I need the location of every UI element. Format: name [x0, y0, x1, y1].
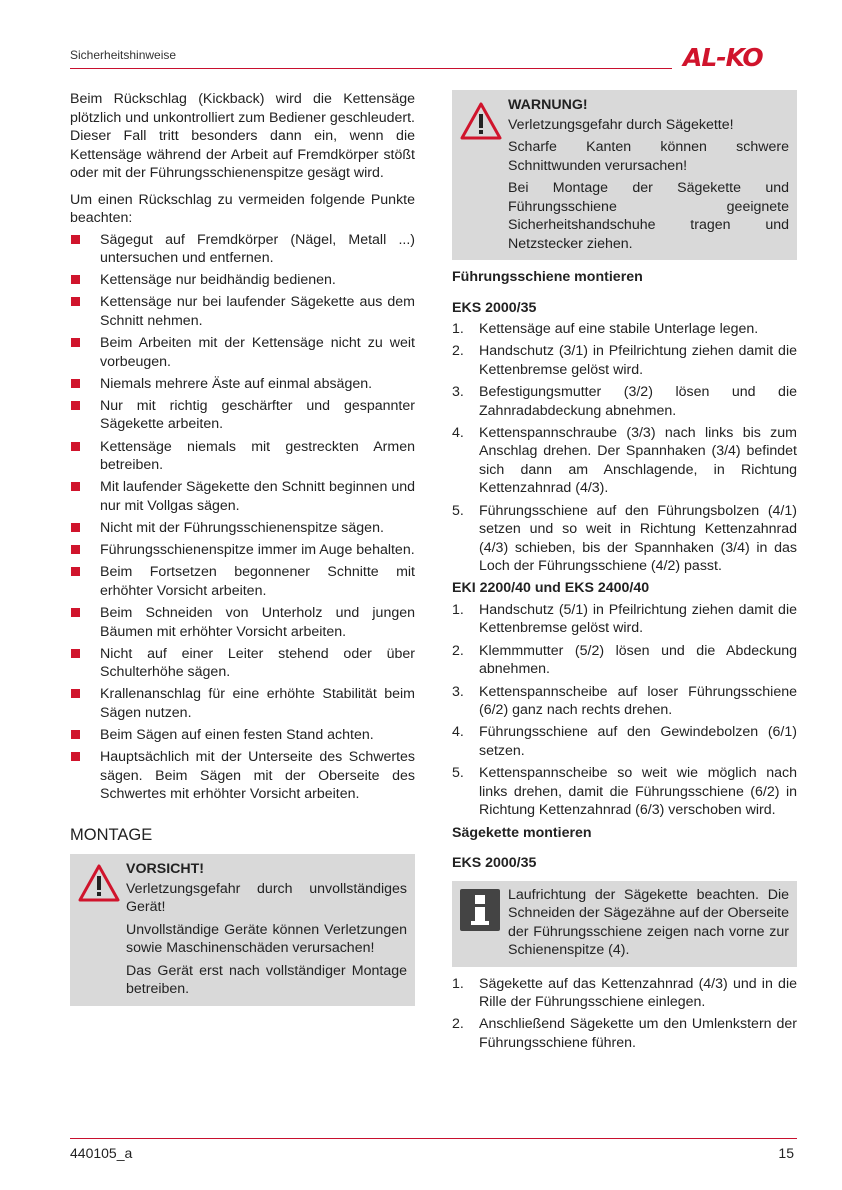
- caution-line: Das Gerät erst nach vollständiger Montage betreiben.: [126, 962, 407, 998]
- footer-rule: [70, 1138, 797, 1139]
- red-square-bullet-icon: [71, 379, 80, 388]
- bullet-text: Sägegut auf Fremdkörper (Nägel, Metall ...) untersuchen und entfernen.: [100, 231, 415, 266]
- eks2000-steps: [452, 320, 797, 576]
- warning-triangle-icon: [460, 102, 502, 140]
- step-number: 2.: [452, 343, 464, 360]
- step-text: Handschutz (5/1) in Pfeilrichtung ziehen damit die Kettenbremse gelöst wird.: [479, 601, 797, 637]
- warning-line: Scharfe Kanten können schwere Schnittwunden verursachen!: [508, 139, 789, 174]
- step-text: Klemmmutter (5/2) lösen und die Abdeckung abnehmen.: [479, 642, 797, 678]
- warning-box: [452, 90, 797, 260]
- bullet-item: [70, 748, 415, 804]
- step-item: [452, 424, 797, 498]
- bullet-text: Kettensäge nur bei laufender Sägekette aus dem Schnitt nehmen.: [100, 294, 415, 329]
- header-rule: [70, 68, 672, 69]
- step-item: [452, 975, 797, 1012]
- bullet-item: [70, 271, 415, 290]
- bullet-item: [70, 645, 415, 682]
- bullet-text: Beim Sägen auf einen festen Stand achten.: [100, 727, 374, 744]
- bullet-item: [70, 293, 415, 330]
- warning-line: Bei Montage der Sägekette und Führungsschiene geeignete Sicherheitshandschuhe tragen und Netzstecker ziehen.: [508, 180, 789, 252]
- caution-line: Verletzungsgefahr durch unvollständiges Gerät!: [126, 880, 407, 916]
- bullet-item: [70, 438, 415, 475]
- step-number: 1.: [452, 601, 464, 618]
- step-item: [452, 320, 797, 339]
- al-ko-logo: AL-KO: [683, 43, 763, 72]
- bullet-item: [70, 231, 415, 268]
- rail-heading: Führungsschiene montieren: [452, 269, 643, 285]
- bullet-item: [70, 397, 415, 434]
- doc-number: 440105_a: [70, 1145, 133, 1161]
- eki-steps: [452, 601, 797, 820]
- step-item: [452, 642, 797, 679]
- step-text: Befestigungsmutter (3/2) lösen und die Zahnradabdeckung abnehmen.: [479, 384, 797, 419]
- step-number: 3.: [452, 384, 464, 401]
- caution-line: Unvollständige Geräte können Verletzungen sowie Maschinenschäden verursachen!: [126, 921, 407, 957]
- bullet-text: Nicht auf einer Leiter stehend oder über Schulterhöhe sägen.: [100, 645, 415, 681]
- bullet-text: Hauptsächlich mit der Unterseite des Schwertes sägen. Beim Sägen mit der Oberseite des Schwertes mit erhöhter Vorsicht arbeiten.: [100, 749, 415, 803]
- step-text: Sägekette auf das Kettenzahnrad (4/3) und in die Rille der Führungsschiene einlegen.: [479, 975, 797, 1011]
- warning-title: WARNUNG!: [508, 97, 588, 113]
- step-text: Führungsschiene auf den Führungsbolzen (4/1) setzen und so weit in Richtung Kettenzahnrad (4/3) schieben, bis der Spannhaken (3/4) in das Loch der Führungsschiene (4/2) passt.: [479, 502, 797, 575]
- red-square-bullet-icon: [71, 752, 80, 761]
- info-text: Laufrichtung der Sägekette beachten. Die Schneiden der Sägezähne auf der Oberseite der Führungsschiene zeigen nach vorne zur Schienenspitze (4).: [508, 886, 789, 959]
- info-box: [452, 881, 797, 967]
- red-square-bullet-icon: [71, 235, 80, 244]
- red-square-bullet-icon: [71, 275, 80, 284]
- red-square-bullet-icon: [71, 689, 80, 698]
- step-item: [452, 342, 797, 379]
- eks2000-heading: EKS 2000/35: [452, 299, 537, 316]
- step-item: [452, 723, 797, 760]
- bullet-text: Kettensäge nur beidhändig bedienen.: [100, 272, 336, 289]
- step-text: Anschließend Sägekette um den Umlenkstern der Führungsschiene führen.: [479, 1016, 797, 1051]
- step-text: Kettensäge auf eine stabile Unterlage legen.: [479, 321, 759, 337]
- bullet-text: Beim Arbeiten mit der Kettensäge nicht zu weit vorbeugen.: [100, 335, 415, 370]
- bullet-item: [70, 334, 415, 371]
- bullet-item: [70, 726, 415, 745]
- left-column: [70, 90, 415, 1014]
- bullet-item: [70, 563, 415, 600]
- step-item: [452, 764, 797, 820]
- bullet-text: Nur mit richtig geschärfter und gespannter Sägekette arbeiten.: [100, 397, 415, 433]
- bullet-item: [70, 685, 415, 722]
- montage-heading: MONTAGE: [70, 825, 153, 844]
- step-number: 3.: [452, 683, 464, 700]
- bullet-item: [70, 604, 415, 641]
- step-text: Kettenspannscheibe auf loser Führungsschiene (6/2) ganz nach rechts drehen.: [479, 683, 797, 719]
- bullet-text: Beim Schneiden von Unterholz und jungen Bäumen mit erhöhter Vorsicht arbeiten.: [100, 605, 415, 640]
- page-number: 15: [778, 1145, 794, 1161]
- bullet-text: Kettensäge niemals mit gestreckten Armen betreiben.: [100, 438, 415, 474]
- step-text: Kettenspannschraube (3/3) nach links bis zum Anschlag drehen. Der Spannhaken (3/4) befindet sich dann am Anschlagende, in Richtung Kettenzahnrad (4/3).: [479, 424, 797, 497]
- red-square-bullet-icon: [71, 338, 80, 347]
- step-number: 2.: [452, 642, 464, 659]
- bullet-text: Krallenanschlag für eine erhöhte Stabilität beim Sägen nutzen.: [100, 686, 415, 721]
- kickback-intro: Beim Rückschlag (Kickback) wird die Kettensäge plötzlich und unkontrolliert zum Bediener geschleudert. Dieser Fall tritt besonders dann ein, wenn die Kettensäge während der Arbeit auf Fremdkörper stößt oder mit der Führungsschienenspitze gesägt wird.: [70, 91, 415, 181]
- red-square-bullet-icon: [71, 523, 80, 532]
- bullet-item: [70, 375, 415, 394]
- red-square-bullet-icon: [71, 297, 80, 306]
- step-item: [452, 601, 797, 638]
- step-text: Handschutz (3/1) in Pfeilrichtung ziehen damit die Kettenbremse gelöst wird.: [479, 343, 797, 378]
- bullet-text: Niemals mehrere Äste auf einmal absägen.: [100, 375, 373, 392]
- caution-box: [70, 854, 415, 1006]
- info-icon: [460, 889, 500, 931]
- step-number: 5.: [452, 765, 464, 782]
- warning-triangle-icon: [78, 864, 120, 902]
- bullet-item: [70, 478, 415, 515]
- chain-steps: [452, 975, 797, 1053]
- red-square-bullet-icon: [71, 401, 80, 410]
- step-number: 4.: [452, 724, 464, 741]
- bullet-text: Nicht mit der Führungsschienenspitze sägen.: [100, 520, 384, 536]
- step-item: [452, 1015, 797, 1052]
- bullet-text: Führungsschienenspitze immer im Auge behalten.: [100, 542, 415, 559]
- red-square-bullet-icon: [71, 649, 80, 658]
- step-item: [452, 683, 797, 720]
- step-text: Kettenspannscheibe so weit wie möglich nach links drehen, damit die Führungsschiene (6/2) in Richtung Kettenzahnrad (6/3) verschoben wird.: [479, 765, 797, 819]
- step-number: 2.: [452, 1016, 464, 1033]
- chain-heading: Sägekette montieren: [452, 824, 592, 841]
- caution-title: VORSICHT!: [126, 861, 205, 878]
- bullet-text: Beim Fortsetzen begonnener Schnitte mit erhöhter Vorsicht arbeiten.: [100, 564, 415, 599]
- red-square-bullet-icon: [71, 442, 80, 451]
- step-item: [452, 502, 797, 576]
- step-number: 1.: [452, 975, 464, 992]
- warning-line: Verletzungsgefahr durch Sägekette!: [508, 116, 734, 133]
- step-number: 5.: [452, 502, 464, 519]
- step-number: 4.: [452, 424, 464, 441]
- eki-heading: EKI 2200/40 und EKS 2400/40: [452, 580, 650, 597]
- step-text: Führungsschiene auf den Gewindebolzen (6/1) setzen.: [479, 724, 797, 759]
- kickback-bullet-list: [70, 231, 415, 804]
- step-item: [452, 383, 797, 420]
- eks2000b-heading: EKS 2000/35: [452, 855, 537, 872]
- bullet-item: [70, 541, 415, 560]
- red-square-bullet-icon: [71, 608, 80, 617]
- bullet-item: [70, 519, 415, 538]
- step-number: 1.: [452, 321, 464, 337]
- kickback-lead: Um einen Rückschlag zu vermeiden folgende Punkte beachten:: [70, 191, 415, 226]
- red-square-bullet-icon: [71, 730, 80, 739]
- bullet-text: Mit laufender Sägekette den Schnitt beginnen und nur mit Vollgas sägen.: [100, 479, 415, 514]
- running-header: Sicherheitshinweise: [70, 48, 177, 62]
- right-column: [452, 90, 797, 1056]
- red-square-bullet-icon: [71, 482, 80, 491]
- red-square-bullet-icon: [71, 567, 80, 576]
- red-square-bullet-icon: [71, 545, 80, 554]
